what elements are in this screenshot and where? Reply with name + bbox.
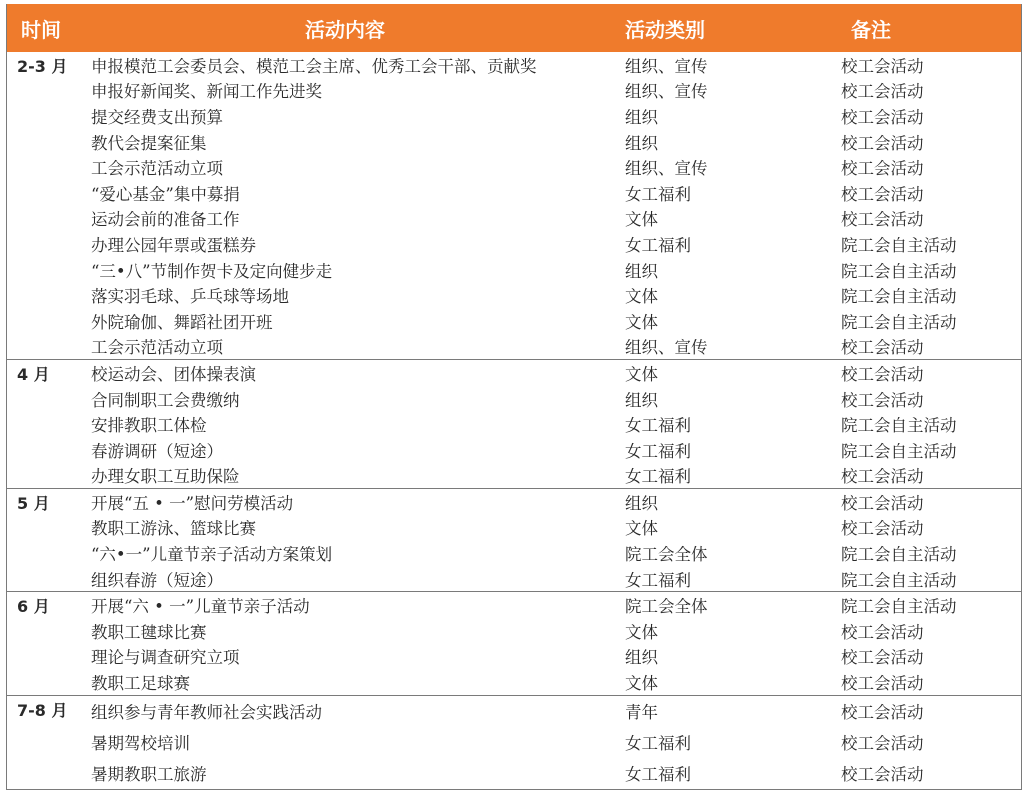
table-row — [83, 257, 1021, 283]
month-label: 5 月 — [17, 494, 50, 514]
table-row — [83, 727, 1021, 758]
table-row — [83, 463, 1021, 489]
table-row — [83, 231, 1021, 257]
activity-category: 文体 — [625, 674, 658, 694]
activity-content: 申报模范工会委员会、模范工会主席、优秀工会干部、贡献奖 — [91, 56, 537, 76]
table-row — [83, 618, 1021, 644]
activity-content: 教职工游泳、篮球比赛 — [91, 519, 256, 539]
table-row — [83, 282, 1021, 308]
table-row — [83, 52, 1021, 78]
activity-note: 院工会自主活动 — [841, 261, 957, 281]
activity-note: 校工会活动 — [841, 364, 924, 384]
group-rows — [83, 360, 1021, 488]
activity-note: 校工会活动 — [841, 765, 924, 785]
month-group — [7, 52, 1021, 359]
activity-content: “爱心基金”集中募捐 — [91, 184, 240, 204]
activity-note: 校工会活动 — [841, 493, 924, 513]
month-group — [7, 695, 1021, 789]
table-row — [83, 308, 1021, 334]
activity-category: 女工福利 — [625, 467, 691, 487]
activity-category: 女工福利 — [625, 734, 691, 754]
table-row — [83, 206, 1021, 232]
activity-category: 文体 — [625, 287, 658, 307]
activity-content: 申报好新闻奖、新闻工作先进奖 — [91, 82, 322, 102]
activity-content: 提交经费支出预算 — [91, 107, 223, 127]
activity-category: 女工福利 — [625, 570, 691, 590]
activity-content: 开展“六 • 一”儿童节亲子活动 — [91, 597, 310, 617]
activity-category: 组织 — [625, 107, 658, 127]
month-label: 2-3 月 — [17, 57, 68, 76]
activity-category: 女工福利 — [625, 235, 691, 255]
activity-content: 暑期教职工旅游 — [91, 765, 207, 785]
table-row — [83, 103, 1021, 129]
month-label: 7-8 月 — [17, 700, 68, 720]
table-row — [83, 515, 1021, 541]
activity-content: 教职工毽球比赛 — [91, 622, 207, 642]
activity-content: 理论与调查研究立项 — [91, 648, 240, 668]
activity-content: 开展“五 • 一”慰问劳模活动 — [91, 493, 294, 513]
activity-category: 女工福利 — [625, 184, 691, 204]
activity-content: 教代会提案征集 — [91, 133, 207, 153]
activity-content: 合同制职工会费缴纳 — [91, 390, 240, 410]
activity-content: 校运动会、团体操表演 — [91, 364, 256, 384]
activity-content: 外院瑜伽、舞蹈社团开班 — [91, 312, 273, 332]
activity-note: 校工会活动 — [841, 519, 924, 539]
activity-category: 组织 — [625, 261, 658, 281]
activity-category: 组织 — [625, 493, 658, 513]
activity-category: 组织、宣传 — [625, 338, 708, 358]
table-row — [83, 592, 1021, 618]
activity-category: 青年 — [625, 703, 658, 723]
activity-content: 落实羽毛球、乒乓球等场地 — [91, 287, 289, 307]
activity-note: 院工会自主活动 — [841, 312, 957, 332]
activity-note: 校工会活动 — [841, 467, 924, 487]
activity-content: “三•八”节制作贺卡及定向健步走 — [91, 261, 333, 281]
activity-note: 院工会自主活动 — [841, 545, 957, 565]
header-time: 时间 — [21, 17, 61, 42]
group-rows — [83, 52, 1021, 359]
activity-note: 院工会自主活动 — [841, 441, 957, 461]
table-row — [83, 386, 1021, 412]
table-header — [7, 4, 1021, 52]
activity-category: 女工福利 — [625, 441, 691, 461]
activity-content: 暑期驾校培训 — [91, 734, 190, 754]
activity-note: 校工会活动 — [841, 648, 924, 668]
activity-category: 女工福利 — [625, 416, 691, 436]
activity-content: “六•一”儿童节亲子活动方案策划 — [91, 545, 333, 565]
activity-note: 校工会活动 — [841, 82, 924, 102]
activity-note: 校工会活动 — [841, 133, 924, 153]
activity-note: 校工会活动 — [841, 210, 924, 230]
activity-content: 工会示范活动立项 — [91, 159, 223, 179]
activity-content: 组织参与青年教师社会实践活动 — [91, 703, 322, 723]
activity-note: 校工会活动 — [841, 338, 924, 358]
table-row — [83, 644, 1021, 670]
activity-category: 组织 — [625, 390, 658, 410]
table-row — [83, 411, 1021, 437]
activity-note: 院工会自主活动 — [841, 416, 957, 436]
group-rows — [83, 696, 1021, 789]
table-row — [83, 540, 1021, 566]
activity-note: 校工会活动 — [841, 184, 924, 204]
activity-category: 文体 — [625, 210, 658, 230]
activity-category: 院工会全体 — [625, 597, 708, 617]
header-content: 活动内容 — [305, 17, 385, 42]
table-row — [83, 360, 1021, 386]
table-row — [83, 566, 1021, 592]
activity-content: 运动会前的准备工作 — [91, 210, 240, 230]
table-row — [83, 696, 1021, 727]
table-row — [83, 334, 1021, 360]
month-group — [7, 591, 1021, 694]
header-category: 活动类别 — [625, 17, 705, 42]
table-row — [83, 437, 1021, 463]
activity-category: 文体 — [625, 364, 658, 384]
table-row — [83, 758, 1021, 789]
month-label: 6 月 — [17, 597, 50, 617]
activity-content: 工会示范活动立项 — [91, 338, 223, 358]
activity-content: 组织春游（短途） — [91, 570, 223, 590]
table-row — [83, 78, 1021, 104]
activity-note: 院工会自主活动 — [841, 235, 957, 255]
activity-content: 安排教职工体检 — [91, 416, 207, 436]
activity-content: 春游调研（短途） — [91, 441, 223, 461]
activity-category: 文体 — [625, 312, 658, 332]
activity-category: 女工福利 — [625, 765, 691, 785]
activity-note: 校工会活动 — [841, 703, 924, 723]
activity-category: 院工会全体 — [625, 545, 708, 565]
activity-content: 办理女职工互助保险 — [91, 467, 240, 487]
activity-category: 组织、宣传 — [625, 56, 708, 76]
activity-note: 校工会活动 — [841, 107, 924, 127]
activity-note: 校工会活动 — [841, 734, 924, 754]
activity-category: 组织、宣传 — [625, 82, 708, 102]
activity-note: 校工会活动 — [841, 390, 924, 410]
activity-note: 校工会活动 — [841, 56, 924, 76]
group-rows — [83, 489, 1021, 591]
activity-note: 校工会活动 — [841, 622, 924, 642]
activity-category: 文体 — [625, 519, 658, 539]
activity-content: 办理公园年票或蛋糕券 — [91, 235, 256, 255]
table-row — [83, 129, 1021, 155]
activity-note: 校工会活动 — [841, 674, 924, 694]
group-rows — [83, 592, 1021, 694]
table-row — [83, 154, 1021, 180]
table-body — [7, 52, 1021, 789]
activity-content: 教职工足球赛 — [91, 674, 190, 694]
table-row — [83, 180, 1021, 206]
activity-note: 院工会自主活动 — [841, 570, 957, 590]
activity-category: 组织 — [625, 648, 658, 668]
month-group — [7, 488, 1021, 591]
activity-category: 组织 — [625, 133, 658, 153]
table-row — [83, 669, 1021, 695]
header-note: 备注 — [851, 17, 891, 42]
activity-note: 校工会活动 — [841, 159, 924, 179]
activity-note: 院工会自主活动 — [841, 597, 957, 617]
month-label: 4 月 — [17, 365, 50, 385]
activity-category: 组织、宣传 — [625, 159, 708, 179]
month-group — [7, 359, 1021, 488]
activity-category: 文体 — [625, 622, 658, 642]
table-row — [83, 489, 1021, 515]
activity-table — [6, 4, 1022, 790]
activity-note: 院工会自主活动 — [841, 287, 957, 307]
